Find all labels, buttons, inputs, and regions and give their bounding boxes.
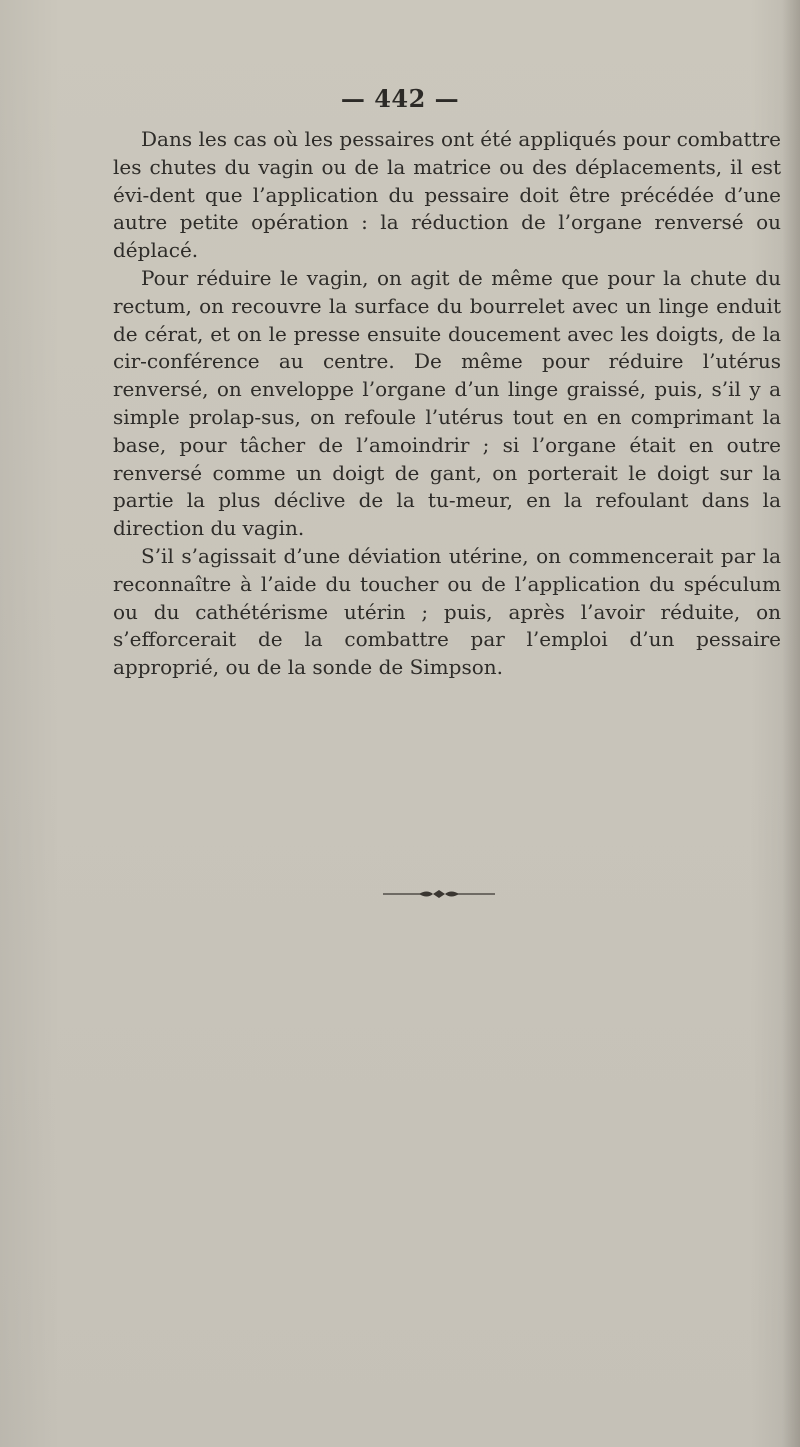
paragraph-3: S’il s’agissait d’une déviation utérine, on commencerait par la reconnaître à l’aide du toucher ou de l’application du spéculum ou du cathétérisme utérin ; puis, après l’avoir réduite, on s’efforcerait de la combattre par l’emploi d’un pessaire approprié, ou de la sonde de Simpson.	[113, 543, 781, 680]
paragraph-2: Pour réduire le vagin, on agit de même que pour la chute du rectum, on recouvre la surface du bourrelet avec un linge enduit de cérat, et on le presse ensuite doucement avec les doigts, de la cir-conférence au centre. De même pour réduire l’utérus renversé, on enveloppe l’organe d’un linge graissé, puis, s’il y a simple prolap-sus, on refoule l’utérus tout en en comprimant la base, pour tâcher de l’amoindrir ; si l’organe était en outre renversé comme un doigt de gant, on porterait le doigt sur la partie la plus déclive de la tu-meur, en la refoulant dans la direction du vagin.	[113, 265, 781, 541]
page-edge-shadow	[782, 0, 800, 1447]
page-number: — 442 —	[340, 84, 460, 113]
body-text	[113, 126, 781, 682]
end-ornament-icon	[383, 887, 495, 901]
paragraph-1: Dans les cas où les pessaires ont été appliqués pour combattre les chutes du vagin ou de la matrice ou des déplacements, il est évi-dent que l’application du pessaire doit être précédée d’une autre petite opération : la réduction de l’organe renversé ou déplacé.	[113, 127, 781, 263]
